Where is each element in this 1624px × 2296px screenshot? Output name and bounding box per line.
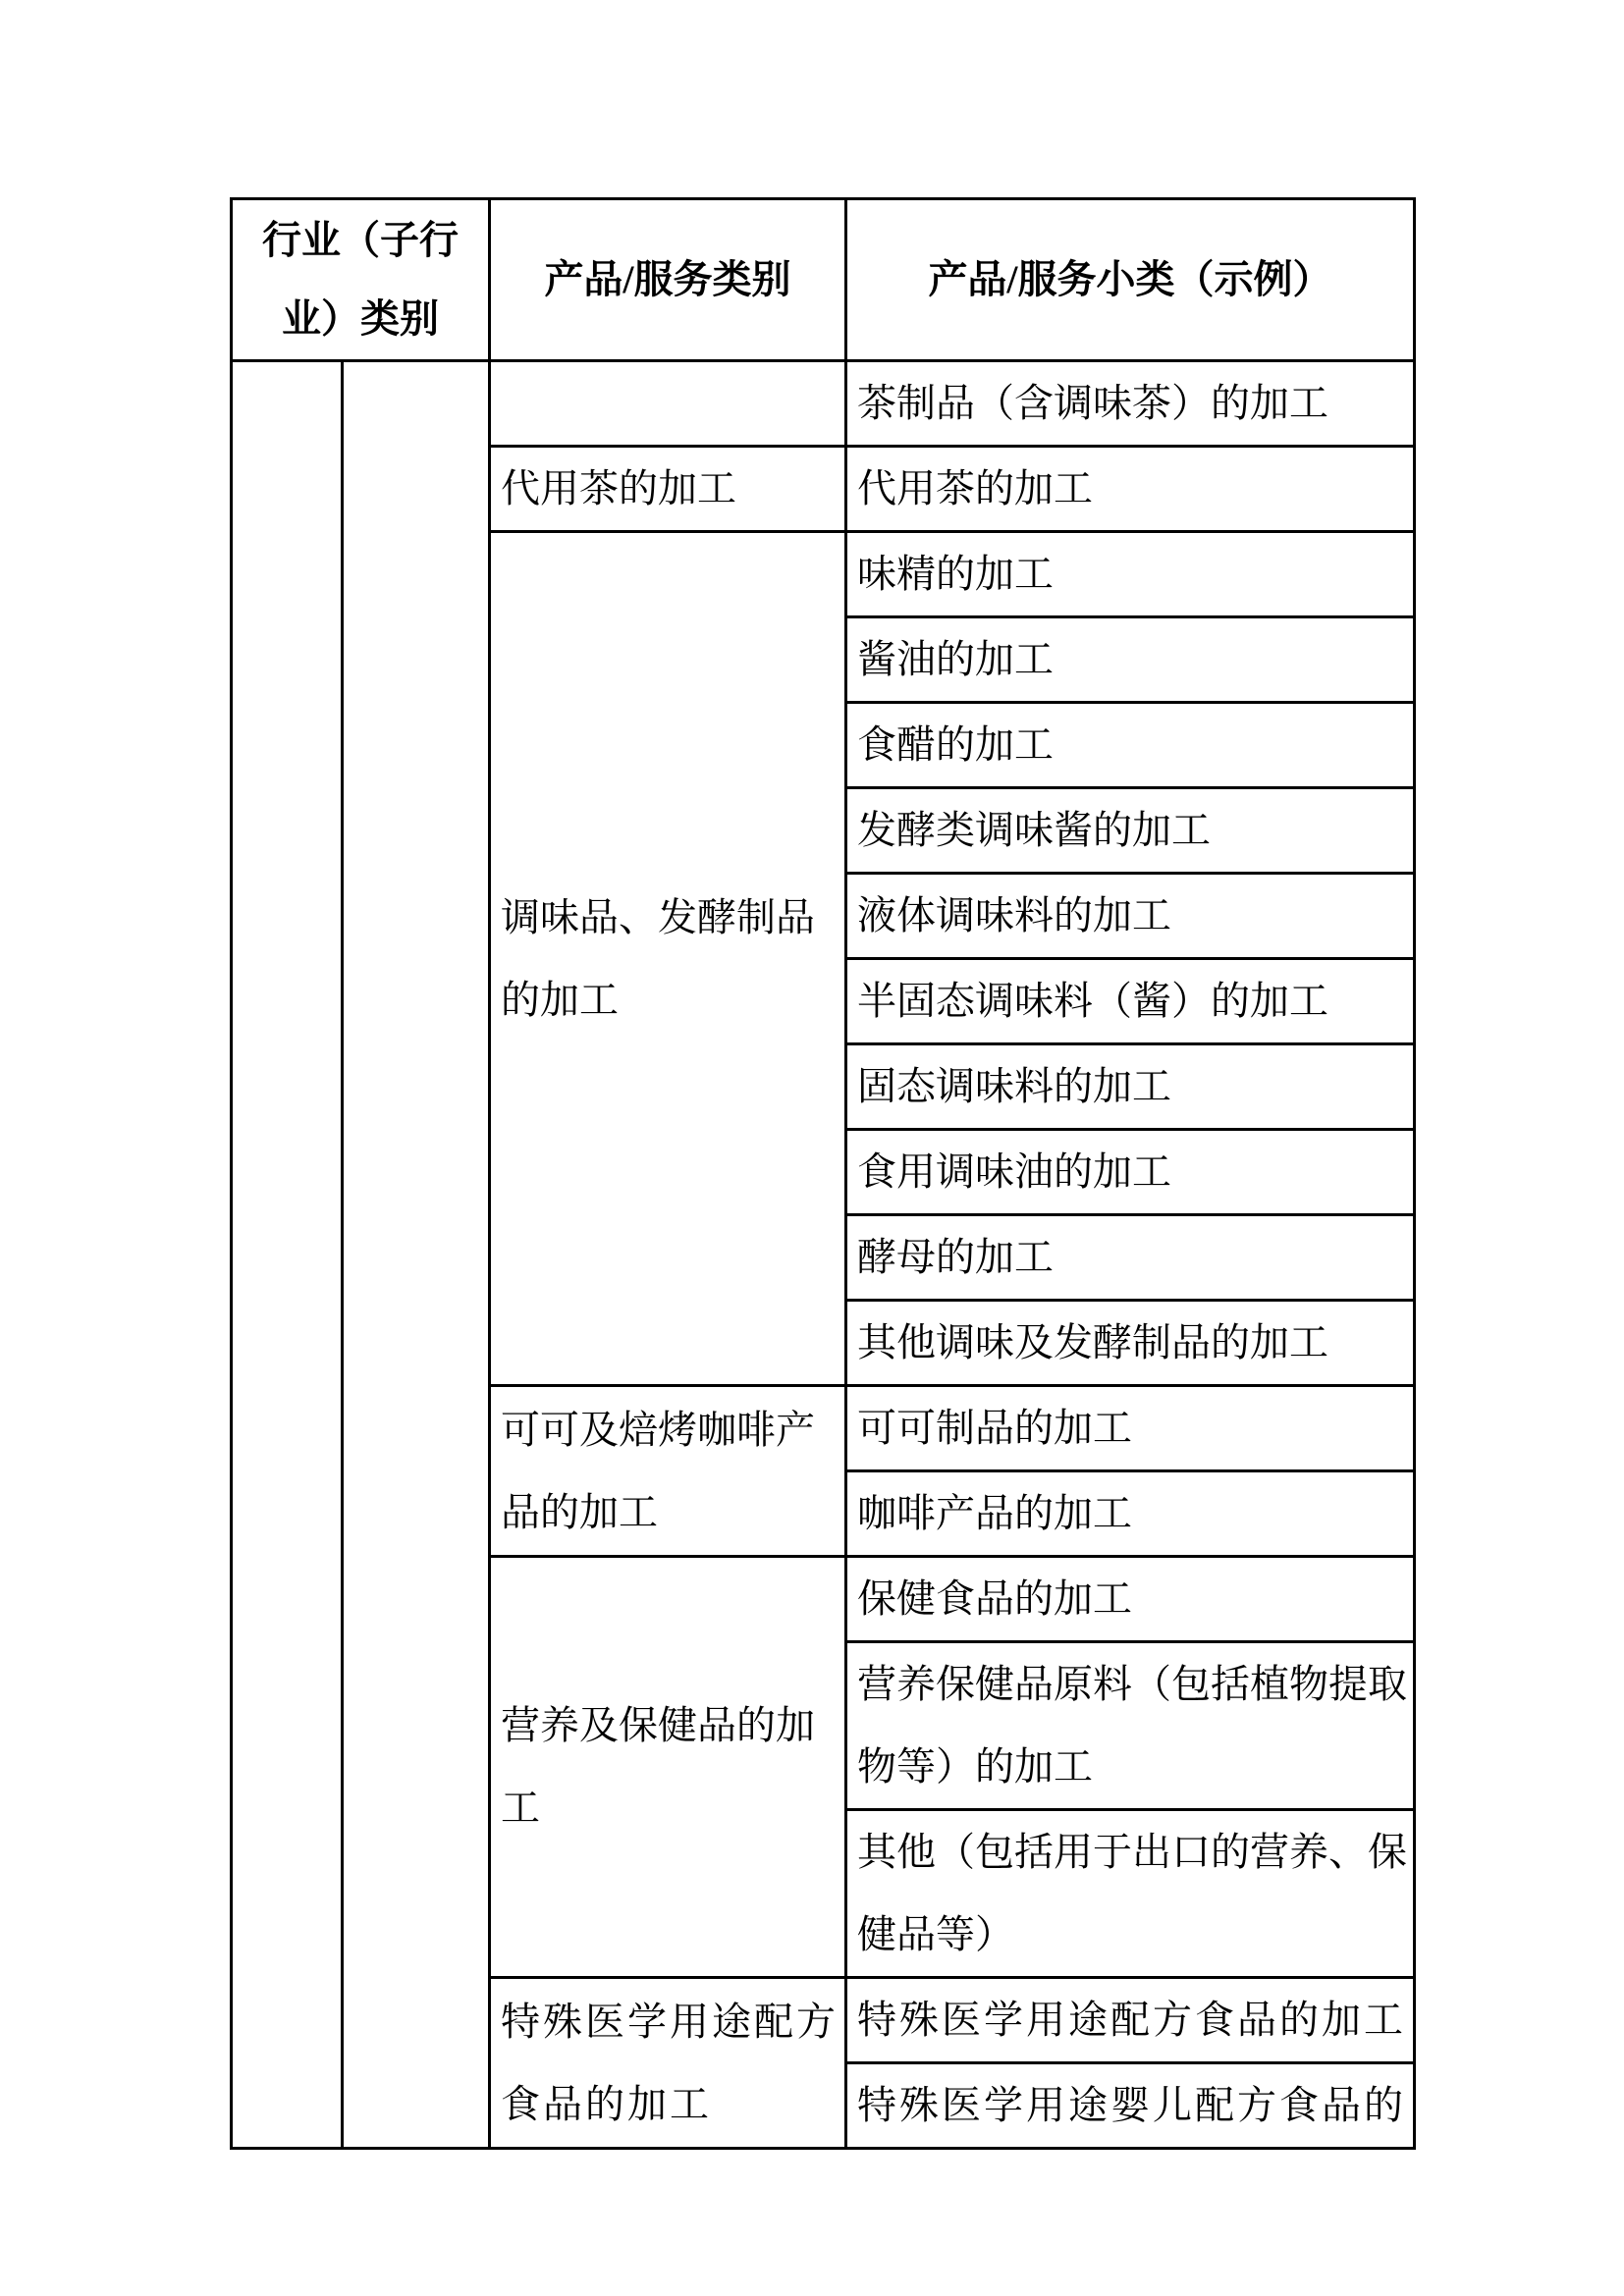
cell-text-line: 茶制品（含调味茶）的加工 [857,381,1328,425]
subcategory-cell [846,1471,1415,1557]
subcategory-cell [846,1044,1415,1130]
subcategory-cell [846,447,1415,532]
cell-text-line: 健品等） [857,1912,1014,1956]
subcategory-cell [846,1215,1415,1301]
category-cell [490,532,846,1386]
category-cell [490,1557,846,1978]
cell-text-line: 酵母的加工 [857,1235,1054,1279]
cell-text-line: 食用调味油的加工 [857,1149,1171,1194]
cell-text-line: 代用茶的加工 [857,466,1093,510]
subcategory-cell [846,1978,1415,2063]
cell-text-line: 业）类别 [282,296,439,341]
cell-text-line: 咖啡产品的加工 [857,1491,1132,1535]
cell-text-line: 味精的加工 [857,552,1054,596]
header-row [232,199,1415,361]
cell-text-line: 品的加工 [501,1489,658,1534]
category-cell [490,447,846,532]
subcategory-cell [846,617,1415,703]
header-cell-category [490,199,846,361]
cell-text-line: 的加工 [501,977,619,1022]
table-body [232,361,1415,2149]
industry-cell-b [343,361,490,2149]
cell-text-line: 代用茶的加工 [501,466,736,510]
subcategory-cell [846,2063,1415,2149]
table-row [232,361,1415,447]
cell-text-line: 可可及焙烤咖啡产 [501,1407,815,1452]
subcategory-cell [846,1557,1415,1642]
cell-text-line: 特殊医学用途配方 [501,1999,839,2044]
subcategory-cell [846,1642,1415,1810]
cell-text-line: 食醋的加工 [857,722,1054,767]
subcategory-cell [846,874,1415,959]
subcategory-cell [846,1810,1415,1978]
header-cell-subcategory [846,199,1415,361]
industry-table [230,197,1416,2150]
cell-text-line: 液体调味料的加工 [857,893,1171,937]
subcategory-cell [846,788,1415,874]
cell-text-line: 产品/服务类别 [544,257,791,301]
subcategory-cell [846,1386,1415,1471]
cell-text-line: 行业（子行 [262,218,459,262]
cell-text-line: 固态调味料的加工 [857,1064,1171,1108]
subcategory-cell [846,1130,1415,1215]
subcategory-cell [846,959,1415,1044]
cell-text-line: 酱油的加工 [857,637,1054,681]
category-cell [490,361,846,447]
header-cell-industry [232,199,490,361]
table-header [232,199,1415,361]
cell-text-line: 发酵类调味酱的加工 [857,808,1211,852]
category-cell [490,1386,846,1557]
cell-text-line: 调味品、发酵制品 [501,894,815,939]
cell-text-line: 其他调味及发酵制品的加工 [857,1320,1328,1364]
cell-text-line: 其他（包括用于出口的营养、保 [857,1830,1407,1874]
cell-text-line: 营养保健品原料（包括植物提取 [857,1662,1407,1706]
cell-text-line: 特殊医学用途配方食品的加工 [857,1998,1406,2042]
cell-text-line: 保健食品的加工 [857,1576,1132,1621]
cell-text-line: 工 [501,1786,540,1830]
cell-text-line: 食品的加工 [501,2081,712,2126]
cell-text-line: 半固态调味料（酱）的加工 [857,979,1328,1023]
subcategory-cell [846,703,1415,788]
cell-text-line: 物等）的加工 [857,1744,1093,1789]
cell-text-line: 特殊医学用途婴儿配方食品的 [857,2083,1406,2127]
subcategory-cell [846,532,1415,617]
subcategory-cell [846,361,1415,447]
cell-text-line: 产品/服务小类（示例） [928,257,1332,301]
category-cell [490,1978,846,2149]
cell-text-line: 可可制品的加工 [857,1406,1132,1450]
cell-text-line: 营养及保健品的加 [501,1703,815,1747]
industry-cell-a [232,361,343,2149]
subcategory-cell [846,1301,1415,1386]
